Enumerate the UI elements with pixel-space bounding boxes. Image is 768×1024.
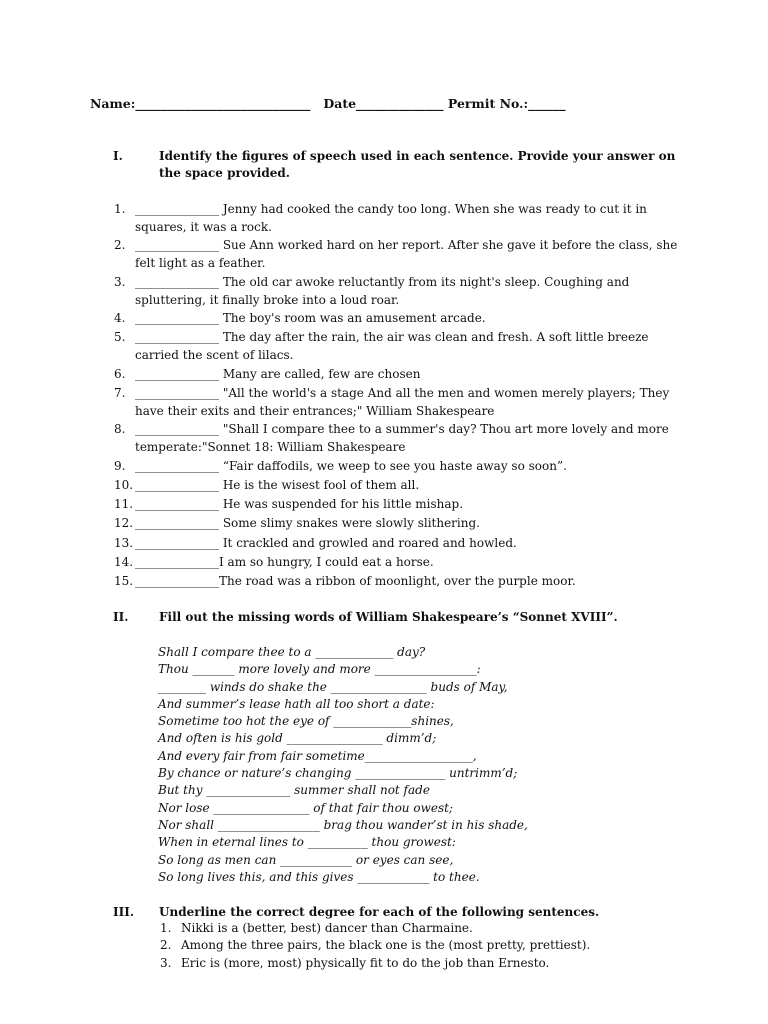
section-3-numeral: III. [113,905,135,919]
sonnet-line: By chance or nature’s changing _______________ untrimm’d; [158,766,518,781]
sonnet-line: So long lives this, and this gives ____________ to thee. [158,869,480,884]
sonnet-line: And every fair from fair sometime__________________, [158,748,477,763]
sonnet-line: Nor lose ________________ of that fair thou owest; [158,800,453,815]
worksheet-page: Name:____________________________ Date______________ Permit No.:______ I. Identify the figures of speech used in each sentence. Provide your answer on the space provided. 1. ______________ Jenny had cooked the candy too long. When she was ready to cut it in squares, it was a rock. 2. ______________ Sue Ann worked hard on her report. After she gave it before the class, she felt light as a feather. 3. ______________ The old car awoke reluctantly from its night's sleep. Coughing and spluttering, it finally broke into a loud roar. 4. ______________ The boy's room was an amusement arcade. 5. ______________ The day after the rain, the air was clean and fresh. A soft little breeze carried the scent of lilacs. 6. ______________ Many are called, few are chosen 7. ______________ "All the world's a stage And all the men and women merely players; They have their exits and their entrances;" William Shakespeare 8. ______________ "Shall I compare thee to a summer's day? Thou art more lovely and more temperate:"Sonnet 18: William Shakespeare 9. ______________ “Fair daffodils, we weep to see you haste away so soon”. 10. ______________ He is the wisest fool of them all. 11. ______________ He was suspended for his little mishap. 12. ______________ Some slimy snakes were slowly slithering. 13. ______________ It crackled and growled and roared and howled. 14. ______________I am so hungry, I could eat a horse. 15. ______________The road was a ribbon of moonlight, over the purple moor. II. Fill out the missing words of William Shakespeare’s “Sonnet XVIII”. Shall I compare thee to a _____________ day? Thou _______ more lovely and more _________________: ________ winds do shake the ________________ buds of May, And summer’s lease hath all too short a date: Sometime too hot the eye of _____________shines, And often is his gold ________________ dimm’d; And every fair from fair sometime__________________, By chance or nature’s changing _______________ untrimm’d; But thy ______________ summer shall not fade Nor lose ________________ of that fair thou owest; Nor shall _________________ brag thou wander’st in his shade, When in eternal lines to __________ thou growest: So long as men can ____________ or eyes can see, So long lives this, and this gives ____________ to thee. III. Underline the correct degree for each of the following sentences. 1. Nikki is a (better, best) dancer than Charmaine. 2. Among the three pairs, the black one is the (most pretty, prettiest). 3. Eric is (more, most) physically fit to do the job than Ernesto. [90,96,678,970]
sonnet-line: Shall I compare thee to a _____________ day? [158,645,426,659]
sonnet-line: Nor shall _________________ brag thou wander’st in his shade, [158,817,528,832]
sonnet-line: Sometime too hot the eye of _____________shines, [158,714,454,729]
sonnet-line: But thy ______________ summer shall not fade [158,783,430,798]
sonnet-fill-in [158,644,578,886]
section-3-title: Underline the correct degree for each of the following sentences. [159,905,600,919]
section-2-title: Fill out the missing words of William Shakespeare’s “Sonnet XVIII”. [159,610,618,624]
sonnet-line: And summer’s lease hath all too short a date: [158,696,435,711]
section-1-numeral: I. [113,149,123,163]
section-2-numeral: II. [113,610,129,624]
sonnet-line: And often is his gold ________________ dimm’d; [158,731,437,746]
student-info-line: Name:____________________________ Date______________ Permit No.:______ [90,96,566,111]
section-1-title: Identify the figures of speech used in each sentence. Provide your answer on the space provided. [159,149,676,180]
sonnet-line: When in eternal lines to __________ thou growest: [158,835,456,850]
sonnet-line: ________ winds do shake the ________________ buds of May, [158,679,508,694]
sonnet-line: Thou _______ more lovely and more _________________: [158,662,481,677]
sonnet-line: So long as men can ____________ or eyes can see, [158,852,454,867]
